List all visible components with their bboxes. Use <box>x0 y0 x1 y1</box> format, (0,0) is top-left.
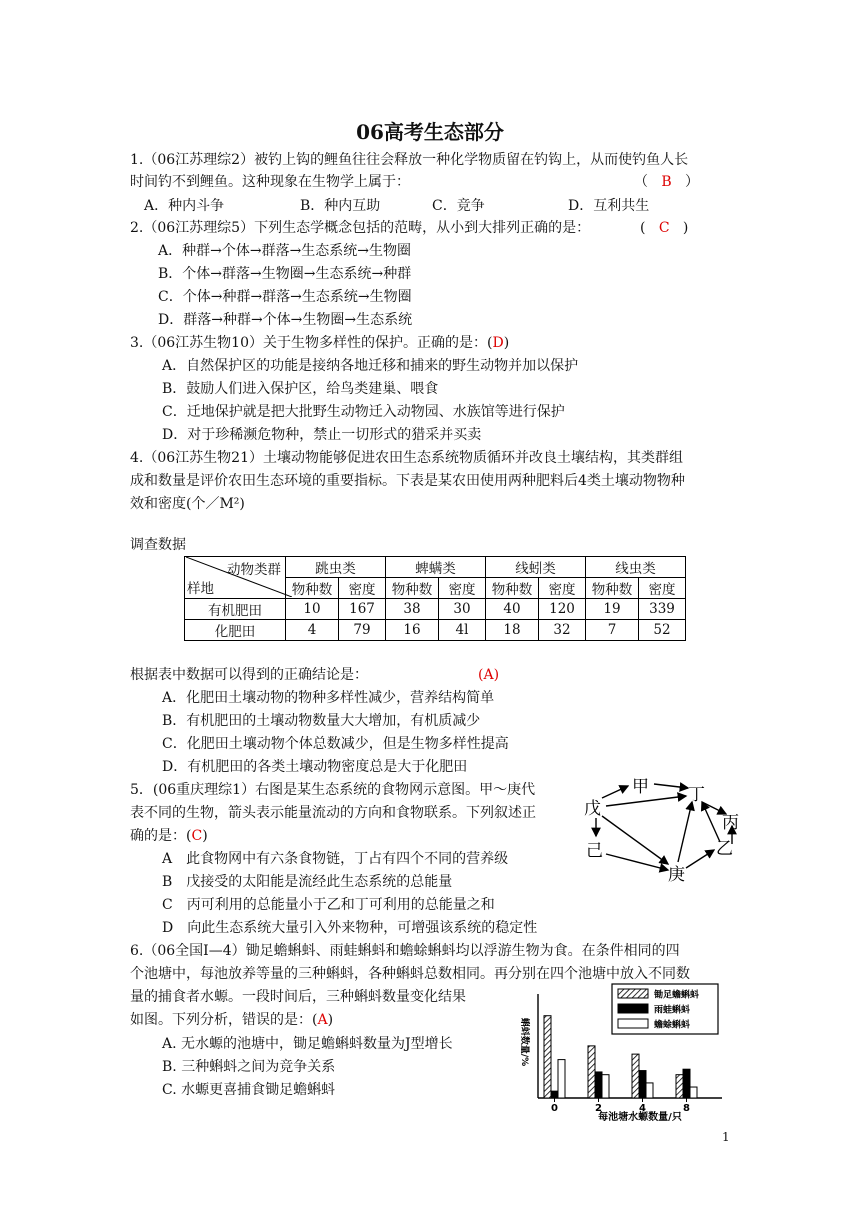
table-cell: 18 <box>486 620 539 641</box>
bar-chudichan <box>676 1075 683 1098</box>
x-tick-label: 0 <box>551 1103 558 1114</box>
table-subheader: 密度 <box>639 578 686 599</box>
table-row <box>185 620 686 641</box>
q6-stem-end: ) <box>327 1012 334 1028</box>
bar-chanchu <box>690 1087 697 1098</box>
q3-option-d: D．对于珍稀濒危物种，禁止一切形式的猎采并买卖 <box>162 427 482 443</box>
tadpole-bar-chart <box>508 980 730 1128</box>
bar-chanchu <box>646 1083 653 1098</box>
table-row <box>185 599 686 620</box>
q6-option-a: A. 无水螈的池塘中，锄足蟾蝌蚪数量为J型增长 <box>162 1036 453 1052</box>
q6-text-3: 量的捕食者水螈。一段时间后，三种蝌蚪数量变化结果 <box>130 989 466 1005</box>
table-cell: 19 <box>586 599 639 620</box>
bar-yuwa <box>683 1069 690 1098</box>
table-corner-top: 动物类群 <box>227 562 281 578</box>
q1-option-b: B．种内互助 <box>300 198 381 214</box>
q2-option-a: A．种群→个体→群落→生态系统→生物圈 <box>158 243 412 259</box>
table-group-header: 蜱螨类 <box>386 557 486 578</box>
x-tick-label: 8 <box>683 1103 690 1114</box>
q5-text-1: 5．(06重庆理综1）右图是某生态系统的食物网示意图。甲～庚代 <box>130 782 536 798</box>
table-diagonal-line <box>186 557 292 597</box>
q2-text: 2.（06江苏理综5）下列生态学概念包括的范畴，从小到大排列正确的是： <box>130 220 591 236</box>
q5-option-b: B 戊接受的太阳能是流经此生态系统的总能量 <box>162 874 453 890</box>
q6-text-4 <box>130 1010 333 1030</box>
q4-option-c: C．化肥田土壤动物个体总数减少，但是生物多样性提高 <box>162 736 509 752</box>
table-cell: 10 <box>286 599 339 620</box>
bar-chanchu <box>602 1075 609 1098</box>
q1-text-1: 1.（06江苏理综2）被钓上钩的鲤鱼往往会释放一种化学物质留在钓钩上，从而使钓鱼人长 <box>130 152 689 168</box>
bar-chudichan <box>632 1054 639 1098</box>
page-title: 06高考生态部分 <box>356 120 504 144</box>
q1-text-2: 时间钓不到鲤鱼。这种现象在生物学上属于： <box>130 174 410 190</box>
table-group-header: 跳虫类 <box>286 557 386 578</box>
web-node-geng: 庚 <box>668 865 685 885</box>
table-cell: 4 <box>286 620 339 641</box>
q1-answer-bracket: （ B ） <box>634 174 700 190</box>
bar-chanchu <box>558 1060 565 1098</box>
legend-label: 锄足蟾蝌蚪 <box>654 990 700 1001</box>
table-cell: 120 <box>539 599 586 620</box>
q6-option-b: B. 三种蝌蚪之间为竞争关系 <box>162 1059 336 1075</box>
q5-option-d: D 向此生态系统大量引入外来物种，可增强该系统的稳定性 <box>162 920 538 936</box>
table-cell: 30 <box>439 599 486 620</box>
q3-option-b: B．鼓励人们进入保护区，给鸟类建巢、喂食 <box>162 381 439 397</box>
q6-option-c: C. 水螈更喜捕食锄足蟾蝌蚪 <box>162 1082 336 1098</box>
table-cell: 339 <box>639 599 686 620</box>
q4-option-a: A．化肥田土壤动物的物种多样性减少，营养结构简单 <box>162 690 495 706</box>
web-arrow <box>602 786 628 798</box>
q2-answer: C <box>658 220 670 236</box>
table-cell: 4l <box>439 620 486 641</box>
table-subheader: 密度 <box>539 578 586 599</box>
q5-stem-end: ) <box>202 828 208 844</box>
legend-swatch <box>618 1019 648 1028</box>
table-subheader: 物种数 <box>486 578 539 599</box>
q2-option-d: D．群落→种群→个体→生物圈→生态系统 <box>158 312 413 328</box>
legend-swatch <box>618 989 648 998</box>
q1-answer: B <box>661 174 672 190</box>
chart-y-axis-label: 蝌蚪数量/% <box>519 1017 529 1067</box>
q3-stem: 3.（06江苏生物10）关于生物多样性的保护。正确的是：( <box>130 335 493 351</box>
legend-label: 雨蛙蝌蚪 <box>654 1005 691 1016</box>
table-subheader: 密度 <box>439 578 486 599</box>
web-arrow <box>686 850 714 868</box>
q3-option-c: C．迁地保护就是把大批野生动物迁入动物园、水族馆等进行保护 <box>162 404 565 420</box>
web-arrow <box>602 816 668 864</box>
table-subheader: 物种数 <box>286 578 339 599</box>
table-caption: 调查数据 <box>130 537 186 553</box>
q2-answer-bracket: ( C ) <box>640 220 689 236</box>
food-web-diagram <box>580 772 750 890</box>
web-node-yi: 乙 <box>716 839 733 859</box>
web-node-bing: 丙 <box>722 813 739 833</box>
table-cell: 38 <box>386 599 439 620</box>
bar-chudichan <box>588 1046 595 1098</box>
q1-option-a: A．种内斗争 <box>144 198 225 214</box>
web-node-ji: 己 <box>586 841 603 861</box>
q2-option-b: B．个体→群落→生物圈→生态系统→种群 <box>158 266 412 282</box>
q5-option-c: C 丙可利用的总能量小于乙和丁可利用的总能量之和 <box>162 897 495 913</box>
q4-question: 根据表中数据可以得到的正确结论是： <box>130 667 368 683</box>
table-cell: 79 <box>339 620 386 641</box>
q4-text-1: 4.（06江苏生物21）土壤动物能够促进农田生态系统物质循环并改良土壤结构，其类群组 <box>130 450 683 466</box>
bar-yuwa <box>595 1072 602 1098</box>
q4-option-b: B．有机肥田的土壤动物数量大大增加，有机质减少 <box>162 713 481 729</box>
web-arrow <box>606 796 686 806</box>
table-cell: 167 <box>339 599 386 620</box>
legend-swatch <box>618 1004 648 1013</box>
q5-text-2: 表不同的生物，箭头表示能量流动的方向和食物联系。下列叙述正 <box>130 805 536 821</box>
table-subheader: 物种数 <box>586 578 639 599</box>
table-cell-site: 有机肥田 <box>185 599 286 620</box>
q3-text: 3.（06江苏生物10）关于生物多样性的保护。正确的是：(D) <box>130 335 510 351</box>
web-node-ding: 丁 <box>688 785 705 805</box>
table-subheader: 物种数 <box>386 578 439 599</box>
web-node-wu: 戊 <box>584 799 601 819</box>
q5-option-a: A 此食物网中有六条食物链，丁占有四个不同的营养级 <box>162 851 509 867</box>
q6-text-2: 个池塘中，每池放养等量的三种蝌蚪，各种蝌蚪总数相同。再分别在四个池塘中放入不同数 <box>130 966 690 982</box>
web-node-jia: 甲 <box>632 777 649 797</box>
x-tick-label: 2 <box>595 1103 602 1114</box>
legend-label: 蟾蜍蝌蚪 <box>654 1020 691 1031</box>
q1-option-d: D．互利共生 <box>568 198 650 214</box>
q6-stem: 如图。下列分析，错误的是：( <box>130 1012 318 1028</box>
table-cell: 40 <box>486 599 539 620</box>
bar-chudichan <box>544 1016 551 1098</box>
q3-option-a: A．自然保护区的功能是接纳各地迁移和捕来的野生动物并加以保护 <box>162 358 579 374</box>
table-cell: 7 <box>586 620 639 641</box>
q5-text-3 <box>130 826 208 846</box>
table-cell: 16 <box>386 620 439 641</box>
bar-yuwa <box>551 1091 558 1098</box>
q4-option-d: D．有机肥田的各类土壤动物密度总是大于化肥田 <box>162 759 468 775</box>
web-arrow <box>702 802 720 842</box>
table-group-header: 线蚓类 <box>486 557 586 578</box>
q4-text-3: 效和密度(个／M²) <box>130 496 245 512</box>
q4-answer: (A) <box>478 667 500 683</box>
q1-option-c: C．竞争 <box>432 198 485 214</box>
page-number: 1 <box>722 1130 730 1144</box>
table-cell: 52 <box>639 620 686 641</box>
q5-answer: C <box>191 828 203 844</box>
q3-answer: D <box>492 335 504 351</box>
q6-answer: A <box>317 1012 328 1028</box>
table-cell: 32 <box>539 620 586 641</box>
table-group-header: 线虫类 <box>586 557 686 578</box>
table-cell-site: 化肥田 <box>185 620 286 641</box>
x-tick-label: 4 <box>639 1103 646 1114</box>
q2-option-c: C．个体→种群→群落→生态系统→生物圈 <box>158 289 412 305</box>
q4-text-2: 成和数量是评价农田生态环境的重要指标。下表是某农田使用两种肥料后4类土壤动物物种 <box>130 473 685 489</box>
table-corner-bottom: 样地 <box>187 581 214 597</box>
web-arrow <box>678 802 692 862</box>
table-subheader: 密度 <box>339 578 386 599</box>
q5-stem: 确的是：( <box>130 828 192 844</box>
q6-text-1: 6.（06全国Ⅰ—4）锄足蟾蝌蚪、雨蛙蝌蚪和蟾蜍蝌蚪均以浮游生物为食。在条件相同的四 <box>130 943 680 959</box>
bar-yuwa <box>639 1071 646 1098</box>
web-arrow <box>654 784 688 788</box>
chart-x-axis-label: 每池塘水螈数量/只 <box>598 1112 682 1123</box>
